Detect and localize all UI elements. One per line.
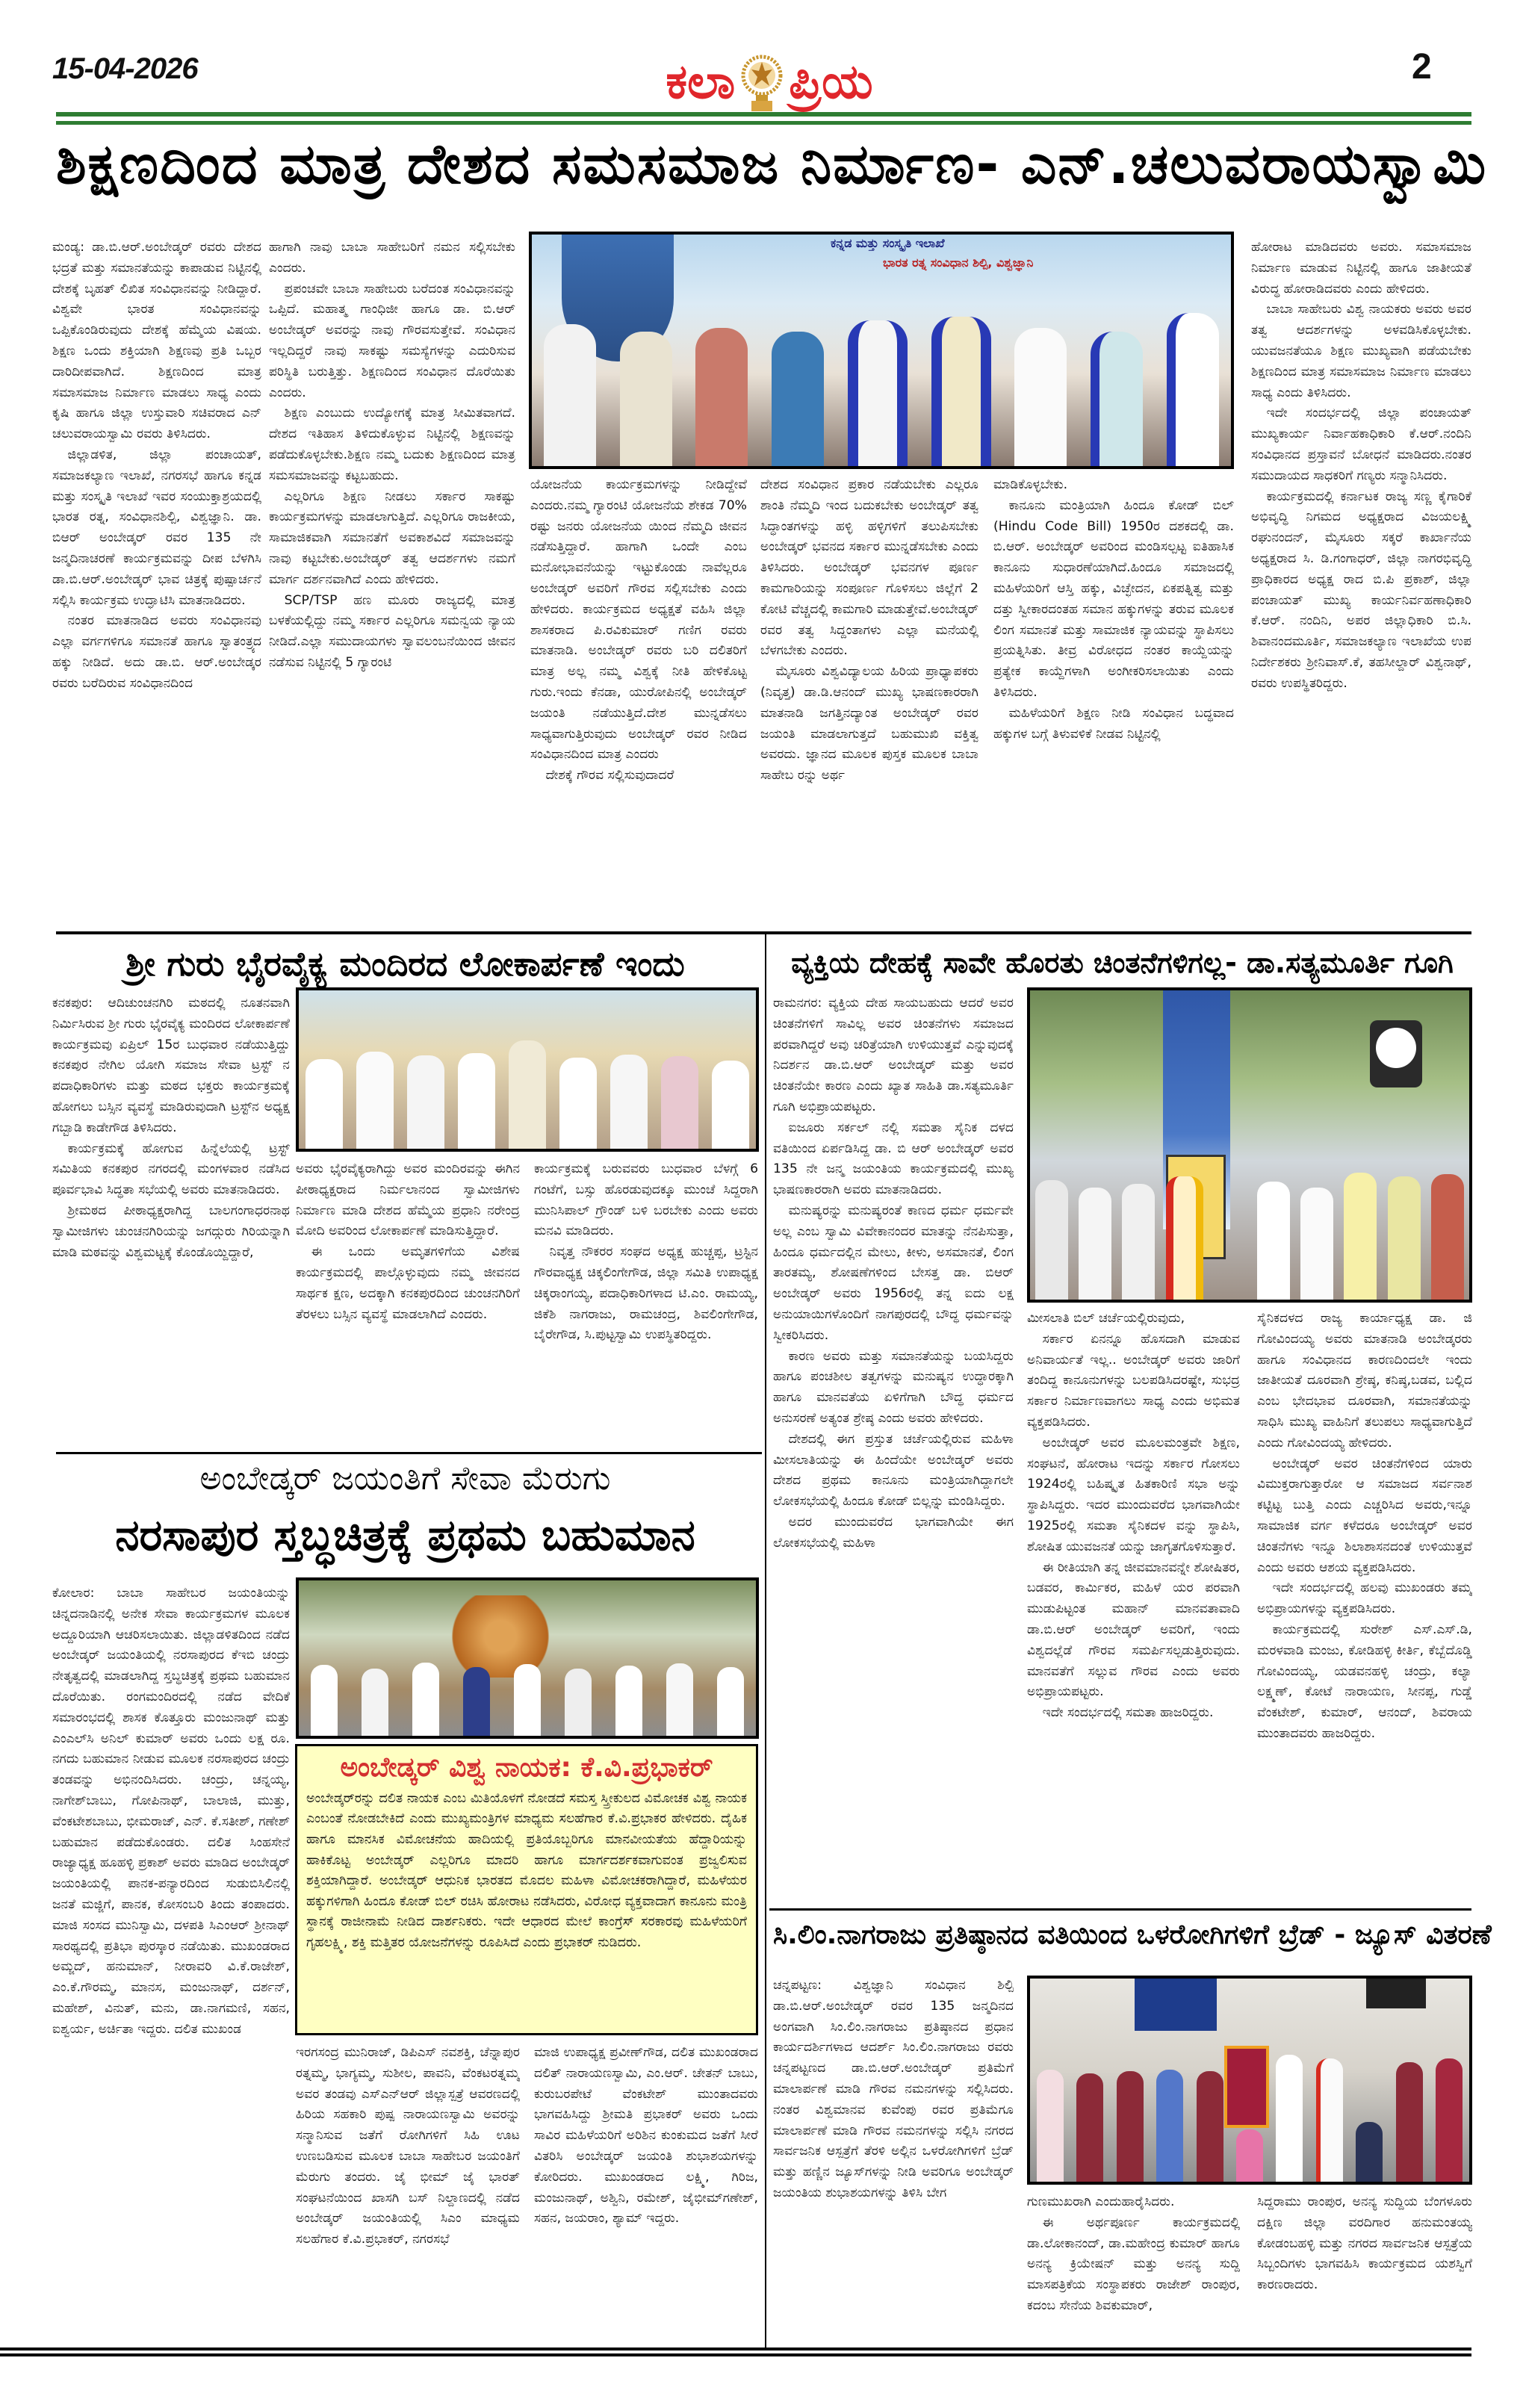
article-paragraph: ಎಲ್ಲರಿಗೂ ಶಿಕ್ಷಣ ನೀಡಲು ಸರ್ಕಾರ ಸಾಕಷ್ಟು ಕಾರ್ಯಕ್ರಮಗಳನ್ನು ಮಾಡಲಾಗುತ್ತಿದೆ. ಎಲ್ಲರಿಗೂ ರಾಜಕೀಯ, ಸಾಮಾಜಿಕವಾಗಿ ಸಮಾನತೆಗೆ ಅವಕಾಶವಿದೆ ಸಮಾಜವನ್ನು ನಾವು ಕಟ್ಟಬೇಕು.ಅಂಬೇಡ್ಕರ್ ತತ್ವ ಆದರ್ಶಗಳು ನಮಗೆ ಮಾರ್ಗ ದರ್ಶನವಾಗಿದೆ ಎಂದು ಹೇಳಿದರು.: [269, 488, 515, 587]
article-paragraph: ಕನಕಪುರ: ಆದಿಚುಂಚನಗಿರಿ ಮಠದಲ್ಲಿ ನೂತನವಾಗಿ ನಿರ್ಮಿಸಿರುವ ಶ್ರೀ ಗುರು ಭೈರವೈಕ್ಯ ಮಂದಿರದ ಲೋಕಾರ್ಪಣೆ ಕಾರ್ಯಕ್ರಮವು ಏಪ್ರಿಲ್ 15ರ ಬುಧವಾರ ನಡೆಯುತ್ತಿದ್ದು ಕನಕಪುರ ನೇಗಿಲ ಯೋಗಿ ಸಮಾಜ ಸೇವಾ ಟ್ರಸ್ಟ್ ನ ಪದಾಧಿಕಾರಿಗಳು ಮತ್ತು ಮಠದ ಭಕ್ತರು ಕಾರ್ಯಕ್ರಮಕ್ಕೆ ಹೋಗಲು ಬಸ್ಸಿನ ವ್ಯವಸ್ಥೆ ಮಾಡಿರುವುದಾಗಿ ಟ್ರಸ್ಟ್‌ನ ಅಧ್ಯಕ್ಷ ಗಬ್ಬಾಡಿ ಕಾಡೇಗೌಡ ತಿಳಿಸಿದರು.: [52, 996, 290, 1135]
lead-column-6: [1251, 238, 1471, 928]
logo-text-right: ಪ್ರಿಯ: [789, 55, 873, 110]
nagaraju-column-2: [1027, 2192, 1240, 2342]
lead-photo[interactable]: [529, 232, 1234, 469]
footer-rule-bottom: [0, 2353, 1471, 2356]
article-paragraph: ದೇಶದಲ್ಲಿ ಈಗ ಪ್ರಸ್ತುತ ಚರ್ಚೆಯಲ್ಲಿರುವ ಮಹಿಳಾ ಮೀಸಲಾತಿಯನ್ನು ಈ ಹಿಂದೆಯೇ ಅಂಬೇಡ್ಕರ್ ಅವರು ದೇಶದ ಪ್ರಥಮ ಕಾನೂನು ಮಂತ್ರಿಯಾಗಿದ್ದಾಗಲೇ ಲೋಕಸಭೆಯಲ್ಲಿ ಹಿಂದೂ ಕೋಡ್ ಬಿಲ್ಲನ್ನು ಮಂಡಿಸಿದ್ದರು.: [773, 1431, 1014, 1509]
article-paragraph: ಶಿಕ್ಷಣ ಎಂಬುದು ಉದ್ಯೋಗಕ್ಕೆ ಮಾತ್ರ ಸೀಮಿತವಾಗದೆ. ದೇಶದ ಇತಿಹಾಸ ತಿಳಿದುಕೊಳ್ಳುವ ನಿಟ್ಟಿನಲ್ಲಿ ಶಿಕ್ಷಣವನ್ನು ಪಡೆದುಕೊಳ್ಳಬೇಕು.ಶಿಕ್ಷಣ ನಮ್ಮ ಬದುಕು ಶಿಕ್ಷಣದಿಂದ ಮಾತ್ರ ಸಮಸಮಾಜವನ್ನು ಕಟ್ಟಬಹುದು.: [269, 406, 515, 483]
tv-screen: [1366, 1979, 1426, 2008]
article-paragraph: ದೇಶದ ಸಂವಿಧಾನ ಪ್ರಕಾರ ನಡೆಯಬೇಕು ಎಲ್ಲರೂ ಶಾಂತಿ ನೆಮ್ಮದಿ ಇಂದ ಬದುಕಬೇಕು ಅಂಬೇಡ್ಕರ್ ತತ್ವ ಸಿದ್ಧಾಂತಗಳನ್ನು ಹಳ್ಳಿ ಹಳ್ಳಿಗಳಿಗೆ ತಲುಪಿಸಬೇಕು ಅಂಬೇಡ್ಕರ್ ಭವನದ ಸರ್ಕಾರ ಮುನ್ನಡೆಸಬೇಕು ಎಂದು ತಿಳಿಸಿದರು. ಅಂಬೇಡ್ಕರ್ ಭವನಗಳ ಪೂರ್ಣ ಕಾಮಗಾರಿಯನ್ನು ಸಂಪೂರ್ಣ ಗೊಳಿಸಲು ಜಿಲ್ಲೆಗೆ 2 ಕೋಟಿ ವೆಚ್ಚದಲ್ಲಿ ಕಾಮಗಾರಿ ಮಾಡುತ್ತೇವೆ.ಅಂಬೇಡ್ಕರ್ ರವರ ತತ್ವ ಸಿದ್ದಂತಾಗಳು ಎಲ್ಲಾ ಮನೆಯಲ್ಲಿ ಬೆಳಗಬೇಕು ಎಂದರು.: [760, 477, 978, 659]
page-number: 2: [1412, 47, 1432, 87]
satyamurthy-photo[interactable]: [1027, 987, 1472, 1303]
bhairavaikya-column-3: [534, 1159, 758, 1447]
masthead-rule-top: [56, 112, 1471, 117]
article-paragraph: ಕಾನೂನು ಮಂತ್ರಿಯಾಗಿ ಹಿಂದೂ ಕೋಡ್ ಬಿಲ್ (Hindu Code Bill) 1950ರ ದಶಕದಲ್ಲಿ ಡಾ. ಬಿ.ಆರ್. ಅಂಬೇಡ್ಕರ್ ಅವರಿಂದ ಮಂಡಿಸಲ್ಪಟ್ಟ ಐತಿಹಾಸಿಕ ಕಾನೂನು ಸುಧಾರಣೆಯಾಗಿದೆ.ಹಿಂದೂ ಸಮಾಜದಲ್ಲಿ ಮಹಿಳೆಯರಿಗೆ ಆಸ್ತಿ ಹಕ್ಕು, ವಿಚ್ಛೇದನ, ಏಕಪತ್ನಿತ್ವ ಮತ್ತು ದತ್ತು ಸ್ವೀಕಾರದಂತಹ ಸಮಾನ ಹಕ್ಕುಗಳನ್ನು ತರುವ ಮೂಲಕ ಲಿಂಗ ಸಮಾನತೆ ಮತ್ತು ಸಾಮಾಜಿಕ ನ್ಯಾಯವನ್ನು ಸ್ಥಾಪಿಸಲು ಪ್ರಯತ್ನಿಸಿತು. ತೀವ್ರ ವಿರೋಧದ ನಂತರ ಕಾಯ್ದೆಯನ್ನು ಪ್ರತ್ಯೇಕ ಕಾಯ್ದೆಗಳಾಗಿ ಅಂಗೀಕರಿಸಲಾಯಿತು ಎಂದು ತಿಳಿಸಿದರು.: [993, 497, 1234, 700]
column-divider: [765, 934, 766, 2350]
photo-banner-text-1: ಕನ್ನಡ ಮತ್ತು ಸಂಸ್ಕೃತಿ ಇಲಾಖೆ: [831, 236, 945, 250]
article-paragraph: ಅಂಬೇಡ್ಕರ್ ಅವರ ಮೂಲಮಂತ್ರವೇ ಶಿಕ್ಷಣ, ಸಂಘಟನೆ, ಹೋರಾಟ ಇದನ್ನು ಸರ್ಕಾರ ಗೋಸಲು 1924ರಲ್ಲಿ ಬಹಿಷ್ಕೃತ ಹಿತಕಾರಿಣಿ ಸಭಾ ಅನ್ನು ಸ್ಥಾಪಿಸಿದ್ದರು. ಇದರ ಮುಂದುವರೆದ ಭಾಗವಾಗಿಯೇ 1925ರಲ್ಲಿ ಸಮತಾ ಸೈನಿಕದಳ ವನ್ನು ಸ್ಥಾಪಿಸಿ, ಶೋಷಿತ ಯುವಜನತೆ ಯನ್ನು ಜಾಗೃತಗೊಳಿಸುತ್ತಾರೆ.: [1027, 1435, 1240, 1554]
article-paragraph: ಮಾಜಿ ಉಪಾಧ್ಯಕ್ಷ ಪ್ರವೀಣ್‌ಗೌಡ, ದಲಿತ ಮುಖಂಡರಾದ ದಲಿತ್ ನಾರಾಯಣಸ್ವಾಮಿ, ಎಂ.ಆರ್. ಚೇತನ್ ಬಾಬು, ಕುರುಬರಪೇಟೆ ವೆಂಕಟೇಶ್ ಮುಂತಾದವರು ಭಾಗವಹಿಸಿದ್ದು ಶ್ರೀಮತಿ ಪ್ರಭಾಕರ್ ಅವರು ಒಂದು ಸಾವಿರ ಮಹಿಳೆಯರಿಗೆ ಅರಿಶಿನ ಕುಂಕುಮದ ಜತೆಗೆ ಸೀರೆ ವಿತರಿಸಿ ಅಂಬೇಡ್ಕರ್ ಜಯಂತಿ ಶುಭಾಶಯಗಳನ್ನು ಕೋರಿದರು. ಮುಖಂಡರಾದ ಲಕ್ಷ್ಮಿ, ಗಿರಿಜ, ಮಂಜುನಾಥ್, ಅಶ್ವಿನಿ, ರಮೇಶ್, ಜೈಭೀಮ್‌ಗಣೇಶ್, ಸಹನ, ಜಯರಾಂ, ಶ್ಯಾಮ್ ಇದ್ದರು.: [534, 2045, 758, 2227]
narasapura-column-1: [52, 1583, 290, 2338]
nataraja-icon: [739, 49, 784, 116]
article-paragraph: ಸರ್ಕಾರ ಏನನ್ನೂ ಹೊಸದಾಗಿ ಮಾಡುವ ಅನಿವಾರ್ಯತೆ ಇಲ್ಲ.. ಅಂಬೇಡ್ಕರ್ ಅವರು ಜಾರಿಗೆ ತಂದಿದ್ದ ಕಾನೂನುಗಳನ್ನು ಬಲಪಡಿಸಿದರಷ್ಟೇ, ಸುಭದ್ರ ಸರ್ಕಾರ ನಿರ್ಮಾಣವಾಗಲು ಸಾಧ್ಯ ಎಂದು ಅಭಿಮತ ವ್ಯಕ್ತಪಡಿಸಿದರು.: [1027, 1331, 1240, 1430]
article-paragraph: ಈ ಒಂದು ಅಮೃತಗಳಿಗೆಯ ವಿಶೇಷ ಕಾರ್ಯಕ್ರಮದಲ್ಲಿ ಪಾಲ್ಗೊಳ್ಳುವುದು ನಮ್ಮ ಜೀವನದ ಸಾರ್ಥಕ ಕ್ಷಣ, ಅದಕ್ಕಾಗಿ ಕನಕಪುರದಿಂದ ಚುಂಚನಗಿರಿಗೆ ತೆರಳಲು ಬಸ್ಸಿನ ವ್ಯವಸ್ಥೆ ಮಾಡಲಾಗಿದೆ ಎಂದರು.: [296, 1244, 520, 1322]
article-paragraph: ನಿವೃತ್ತ ನೌಕರರ ಸಂಘದ ಅಧ್ಯಕ್ಷ ಹುಚ್ಚಪ್ಪ, ಟ್ರಸ್ಟಿನ ಗೌರವಾಧ್ಯಕ್ಷ ಚಿಕ್ಕಲಿಂಗೇಗೌಡ, ಜಿಲ್ಲಾ ಸಮಿತಿ ಉಪಾಧ್ಯಕ್ಷ ಚಿಕ್ಕರಾಂಗಯ್ಯ, ಪದಾಧಿಕಾರಿಗಳಾದ ಟಿ.ಎಂ. ರಾಮಯ್ಯ, ಜಿಕೆಶಿ ನಾಗರಾಜು, ರಾಮಚಂದ್ರ, ಶಿವಲಿಂಗೇಗೌಡ, ಬೈರೇಗೌಡ, ಸಿ.ಪುಟ್ಟಸ್ವಾಮಿ ಉಪಸ್ಥಿತರಿದ್ದರು.: [534, 1244, 758, 1343]
article-paragraph: ಚನ್ನಪಟ್ಟಣ: ವಿಶ್ವಜ್ಞಾನಿ ಸಂವಿಧಾನ ಶಿಲ್ಪಿ ಡಾ.ಬಿ.ಆರ್.ಅಂಬೇಡ್ಕರ್ ರವರ 135 ಜನ್ಮದಿನದ ಅಂಗವಾಗಿ ಸಿಂ.ಲಿಂ.ನಾಗರಾಜು ಪ್ರತಿಷ್ಠಾನದ ಪ್ರಧಾನ ಕಾರ್ಯದರ್ಶಿಗಳಾದ ಆದರ್ಶ್ ಸಿಂ.ಲಿಂ.ನಾಗರಾಜು ರವರು ಚನ್ನಪಟ್ಟಣದ ಡಾ.ಬಿ.ಆರ್.ಅಂಬೇಡ್ಕರ್ ಪ್ರತಿಮೆಗೆ ಮಾಲಾರ್ಪಣೆ ಮಾಡಿ ಗೌರವ ನಮನಗಳನ್ನು ಸಲ್ಲಿಸಿದರು. ನಂತರ ವಿಶ್ವಮಾನವ ಕುವೆಂಪು ರವರ ಪ್ರತಿಮೆಗೂ ಮಾಲಾರ್ಪಣೆ ಮಾಡಿ ಗೌರವ ನಮನಗಳನ್ನು ಸಲ್ಲಿಸಿ ನಗರದ ಸಾರ್ವಜನಿಕ ಆಸ್ಪತ್ರೆಗೆ ತೆರಳಿ ಅಲ್ಲಿನ ಒಳರೋಗಿಗಳಿಗೆ ಬ್ರೆಡ್ ಮತ್ತು ಹಣ್ಣಿನ ಜ್ಯೂಸ್‌ಗಳನ್ನು ನೀಡಿ ಅವರಿಗೂ ಅಂಬೇಡ್ಕರ್ ಜಯಂತಿಯ ಶುಭಾಶಯಗಳನ್ನು ತಿಳಿಸಿ ಬೇಗ: [773, 1978, 1014, 2200]
lead-headline[interactable]: ಶಿಕ್ಷಣದಿಂದ ಮಾತ್ರ ದೇಶದ ಸಮಸಮಾಜ ನಿರ್ಮಾಣ- ಎನ್.ಚಲುವರಾಯಸ್ವಾಮಿ: [56, 132, 1488, 196]
satyamurthy-column-1: [773, 993, 1014, 1897]
article-paragraph: ಪ್ರಪಂಚವೇ ಬಾಬಾ ಸಾಹೇಬರು ಬರೆದಂತ ಸಂವಿಧಾನವನ್ನು ಒಪ್ಪಿದೆ. ಮಹಾತ್ಮ ಗಾಂಧಿಜೀ ಹಾಗೂ ಡಾ. ಬಿ.ಆರ್ ಅಂಬೇಡ್ಕರ್ ಅವರನ್ನು ನಾವು ಗೌರವಸುತ್ತೇವೆ. ಸಂವಿಧಾನ ಇಲ್ಲದಿದ್ದರೆ ನಾವು ಸಾಕಷ್ಟು ಸಮಸ್ಯೆಗಳನ್ನು ಎದುರಿಸುವ ಪರಿಸ್ಥಿತಿ ಬರುತ್ತಿತ್ತು. ಶಿಕ್ಷಣದಿಂದ ಸಂವಿಧಾನ ದೊರೆಯಿತು ಎಂದರು.: [269, 281, 515, 400]
article-paragraph: ಕಾರ್ಯಕ್ರಮದಲ್ಲಿ ಕರ್ನಾಟಕ ರಾಜ್ಯ ಸಣ್ಣ ಕೈಗಾರಿಕೆ ಅಭಿವೃದ್ಧಿ ನಿಗಮದ ಅಧ್ಯಕ್ಷರಾದ ವಿಜಯಲಕ್ಷ್ಮಿ ರಘುನಂದನ್, ಮೈಸೂರು ಸಕ್ಕರೆ ಕಾರ್ಖಾನೆಯ ಅಧ್ಯಕ್ಷರಾದ ಸಿ. ಡಿ.ಗಂಗಾಧರ್, ಜಿಲ್ಲಾ ನಾಗರಭಿವೃದ್ಧಿ ಪ್ರಾಧಿಕಾರದ ಅಧ್ಯಕ್ಷ ರಾದ ಬಿ.ಪಿ ಪ್ರಕಾಶ್, ಜಿಲ್ಲಾ ಪಂಚಾಯತ್ ಮುಖ್ಯ ಕಾರ್ಯನಿರ್ವಹಣಾಧಿಕಾರಿ ಕೆ.ಆರ್. ನಂದಿನಿ, ಅಪರ ಜಿಲ್ಲಾಧಿಕಾರಿ ಬಿ.ಸಿ. ಶಿವಾನಂದಮೂರ್ತಿ, ಸಮಾಜಕಲ್ಯಾಣ ಇಲಾಖೆಯ ಉಪ ನಿರ್ದೇಶಕರು ಶ್ರೀನಿವಾಸ್.ಕೆ, ತಹಸೀಲ್ದಾರ್ ವಿಶ್ವನಾಥ್, ರವರು ಉಪಸ್ಥಿತರಿದ್ದರು.: [1251, 488, 1471, 691]
narasapura-photo[interactable]: [296, 1577, 759, 1739]
photo-people-group: [1030, 2047, 1469, 2182]
article-paragraph: ರಾಮನಗರ: ವ್ಯಕ್ತಿಯ ದೇಹ ಸಾಯಬಹುದು ಆದರೆ ಅವರ ಚಿಂತನೆಗಳಿಗೆ ಸಾವಿಲ್ಲ ಅವರ ಚಿಂತನೆಗಳು ಸಮಾಜದ ಪರವಾಗಿದ್ದರೆ ಅವು ಚರಿತ್ರೆಯಾಗಿ ಉಳಿಯುತ್ತವೆ ಎನ್ನುವುದಕ್ಕೆ ನಿದರ್ಶನ ಡಾ.ಬಿ.ಆರ್ ಅಂಬೇಡ್ಕರ್ ಮತ್ತು ಅವರ ಚಿಂತನೆಯೇ ಕಾರಣ ಎಂದು ಖ್ಯಾತ ಸಾಹಿತಿ ಡಾ.ಸತ್ಯಮೂರ್ತಿ ಗೂಗಿ ಅಭಿಪ್ರಾಯಪಟ್ಟರು.: [773, 996, 1014, 1114]
nagaraju-column-3: [1257, 2192, 1472, 2342]
logo-text-left: ಕಲಾ: [666, 55, 736, 110]
article-paragraph: ಈ ರೀತಿಯಾಗಿ ತನ್ನ ಜೀವಮಾನವನ್ನೇ ಶೋಷಿತರ, ಬಡವರ, ಕಾರ್ಮಿಕರ, ಮಹಿಳೆ ಯರ ಪರವಾಗಿ ಮುಡುಪಿಟ್ಟಂತ ಮಹಾನ್ ಮಾನವತಾವಾದಿ ಡಾ.ಬಿ.ಆರ್ ಅಂಬೇಡ್ಕರ್ ಅವರಿಗೆ, ಇಂದು ವಿಶ್ವದಲ್ಲೆಡೆ ಗೌರವ ಸಮರ್ಪಿಸಲ್ಪಡುತ್ತಿರುವುದು. ಮಾನವತೆಗೆ ಸಲ್ಲುವ ಗೌರವ ಎಂದು ಅವರು ಅಭಿಪ್ರಾಯಪಟ್ಟರು.: [1027, 1560, 1240, 1700]
bhairavaikya-column-2: [296, 1159, 520, 1447]
nagaraju-column-1: [773, 1976, 1014, 2342]
article-paragraph: ಐಜೂರು ಸರ್ಕಲ್ ನಲ್ಲಿ ಸಮತಾ ಸೈನಿಕ ದಳದ ವತಿಯಿಂದ ಏರ್ಪಡಿಸಿದ್ದ ಡಾ. ಬಿ ಆರ್ ಅಂಬೇಡ್ಕರ್ ಅವರ 135 ನೇ ಜನ್ಮ ಜಯಂತಿಯ ಕಾರ್ಯಕ್ರಮದಲ್ಲಿ ಮುಖ್ಯ ಭಾಷಣಕಾರರಾಗಿ ಅವರು ಮಾತನಾಡಿದರು.: [773, 1120, 1014, 1198]
photo-people-group: [299, 1654, 756, 1736]
clock-tower: [1370, 1020, 1422, 1087]
article-paragraph: ಮಹಿಳೆಯರಿಗೆ ಶಿಕ್ಷಣ ನೀಡಿ ಸಂವಿಧಾನ ಬದ್ಧವಾದ ಹಕ್ಕುಗಳ ಬಗ್ಗೆ ತಿಳುವಳಿಕೆ ನೀಡವ ನಿಟ್ಟಿನಲ್ಲಿ: [993, 705, 1234, 742]
prabhakar-box: [295, 1744, 758, 2035]
article-paragraph: ಮನುಷ್ಯರನ್ನು ಮನುಷ್ಯರಂತೆ ಕಾಣದ ಧರ್ಮ ಧರ್ಮವೇ ಅಲ್ಲ ಎಂಬ ಸ್ವಾಮಿ ವಿವೇಕಾನಂದರ ಮಾತನ್ನು ನೆನಪಿಸುತ್ತಾ, ಹಿಂದೂ ಧರ್ಮದಲ್ಲಿನ ಮೇಲು, ಕೀಳು, ಅಸಮಾನತೆ, ಲಿಂಗ ತಾರತಮ್ಯ, ಶೋಷಣೆಗಳಿಂದ ಬೇಸತ್ತ ಡಾ. ಬಿಆರ್ ಅಂಬೇಡ್ಕರ್ ಅವರು 1956ರಲ್ಲಿ ತನ್ನ ಐದು ಲಕ್ಷ ಅನುಯಾಯಿಗಳೊಂದಿಗೆ ನಾಗಪುರದಲ್ಲಿ ಬೌದ್ಧ ಧರ್ಮವನ್ನು ಸ್ವೀಕರಿಸಿದರು.: [773, 1203, 1014, 1343]
article-paragraph: ಇದೇ ಸಂದರ್ಭದಲ್ಲಿ ಹಲವು ಮುಖಂಡರು ತಮ್ಮ ಅಭಿಪ್ರಾಯಗಳನ್ನು ವ್ಯಕ್ತಪಡಿಸಿದರು.: [1257, 1580, 1472, 1617]
article-paragraph: ಹಾಗಾಗಿ ನಾವು ಬಾಬಾ ಸಾಹೇಬರಿಗೆ ನಮನ ಸಲ್ಲಿಸಬೇಕು ಎಂದರು.: [269, 240, 515, 276]
clock-icon: [1376, 1028, 1416, 1068]
narasapura-column-2: [296, 2043, 520, 2338]
article-paragraph: ಈ ಅರ್ಥಪೂರ್ಣ ಕಾರ್ಯಕ್ರಮದಲ್ಲಿ ಡಾ.ಲೋಕಾನಂದ್, ಡಾ.ಮಹೇಂದ್ರ ಕುಮಾರ್ ಹಾಗೂ ಅನನ್ಯ ಕ್ರಿಯೇಷನ್ ಮತ್ತು ಅನನ್ಯ ಸುದ್ದಿ ಮಾಸಪತ್ರಿಕೆಯ ಸಂಸ್ಥಾಪಕರು ರಾಜೇಶ್ ರಾಂಪುರ, ಕದಂಬ ಸೇನೆಯ ಶಿವಕುಮಾರ್,: [1027, 2215, 1240, 2313]
prabhakar-box-text: ಅಂಬೇಡ್ಕರ್‌ರನ್ನು ದಲಿತ ನಾಯಕ ಎಂಬ ಮಿತಿಯೊಳಗೆ ನೋಡದೆ ಸಮಸ್ತ ಸ್ತ್ರೀಕುಲದ ವಿಮೋಚಕ ವಿಶ್ವ ನಾಯಕ ಎಂಬಂತೆ ನೋಡಬೇಕಿದೆ ಎಂದು ಮುಖ್ಯಮಂತ್ರಿಗಳ ಮಾಧ್ಯಮ ಸಲಹೆಗಾರ ಕೆ.ವಿ.ಪ್ರಭಾಕರ ಹೇಳಿದರು. ದೈಹಿಕ ಹಾಗೂ ಮಾನಸಿಕ ವಿಮೋಚನೆಯ ಹಾದಿಯಲ್ಲಿ ಪ್ರತಿಯೊಬ್ಬರಿಗೂ ಮಾನವೀಯತೆಯ ಹೆದ್ದಾರಿಯನ್ನು ಹಾಕಿಕೊಟ್ಟ ಅಂಬೇಡ್ಕರ್ ಎಲ್ಲರಿಗೂ ಮಾದರಿ ಹಾಗೂ ಮಾರ್ಗದರ್ಶಕವಾಗುವಂತ ಪ್ರಜ್ವಲಿಸುವ ಶಕ್ತಿಯಾಗಿದ್ದಾರೆ. ಅಂಬೇಡ್ಕರ್ ಆಧುನಿಕ ಭಾರತದ ಮೊದಲ ಮಹಿಳಾ ವಿಮೋಚಕರಾಗಿದ್ದಾರೆ, ಮಹಿಳೆಯರ ಹಕ್ಕುಗಳಿಗಾಗಿ ಹಿಂದೂ ಕೋಡ್ ಬಿಲ್ ರಚಿಸಿ ಹೋರಾಟ ನಡೆಸಿದರು, ವಿರೋಧ ವ್ಯಕ್ತವಾದಾಗ ಕಾನೂನು ಮಂತ್ರಿ ಸ್ಥಾನಕ್ಕೆ ರಾಜೀನಾಮೆ ನೀಡಿದ ದಾರ್ಶನಿಕರು. ಇದೇ ಆಧಾರದ ಮೇಲೆ ಕಾಂಗ್ರೆಸ್ ಸರಕಾರವು ಮಹಿಳೆಯರಿಗೆ ಗೃಹಲಕ್ಷ್ಮಿ, ಶಕ್ತಿ ಮತ್ತಿತರ ಯೋಜನೆಗಳನ್ನು ರೂಪಿಸಿದೆ ಎಂದು ಪ್ರಭಾಕರ್ ನುಡಿದರು.: [306, 1790, 747, 1950]
article-paragraph: ಜಿಲ್ಲಾಡಳಿತ, ಜಿಲ್ಲಾ ಪಂಚಾಯತ್, ಸಮಾಜಕಲ್ಯಾಣ ಇಲಾಖೆ, ನಗರಸಭೆ ಹಾಗೂ ಕನ್ನಡ ಮತ್ತು ಸಂಸ್ಕೃತಿ ಇಲಾಖೆ ಇವರ ಸಂಯುಕ್ತಾಶ್ರಯದಲ್ಲಿ ಭಾರತ ರತ್ನ, ಸಂವಿಧಾನಶಿಲ್ಪಿ, ವಿಶ್ವಜ್ಞಾನಿ. ಡಾ. ಬಿಆರ್ ಅಂಬೇಡ್ಕರ್ ರವರ 135 ನೇ ಜನ್ಮದಿನಾಚರಣೆ ಕಾರ್ಯಕ್ರಮವನ್ನು ದೀಪ ಬೆಳಗಿಸಿ ಡಾ.ಬಿ.ಆರ್.ಅಂಬೇಡ್ಕರ್ ಭಾವ ಚಿತ್ರಕ್ಕೆ ಪುಷ್ಪಾರ್ಚನೆ ಸಲ್ಲಿಸಿ ಕಾರ್ಯಕ್ರಮ ಉದ್ಘಾಟಿಸಿ ಮಾತನಾಡಿದರು.: [52, 447, 261, 608]
lead-column-5: [993, 475, 1234, 928]
footer-rule-top: [0, 2348, 1471, 2350]
article-paragraph: ಯೋಜನೆಯ ಕಾರ್ಯಕ್ರಮಗಳನ್ನು ನೀಡಿದ್ದೇವೆ ಎಂದರು.ನಮ್ಮ ಗ್ಯಾರಂಟಿ ಯೋಜನೆಯ ಶೇಕಡ 70% ರಷ್ಟು ಜನರು ಯೋಜನೆಯ ಯಿಂದ ನೆಮ್ಮದಿ ಜೀವನ ನಡೆಸುತ್ತಿದ್ದಾರೆ. ಹಾಗಾಗಿ ಒಂದೇ ಎಂಬ ಮನೋಭಾವನೆಯನ್ನು ಇಟ್ಟುಕೊಂಡು ನಾವೆಲ್ಲರೂ ಅಂಬೇಡ್ಕರ್ ಅವರಿಗೆ ಗೌರವ ಸಲ್ಲಿಸಬೇಕು ಎಂದು ಹೇಳಿದರು. ಕಾರ್ಯಕ್ರಮದ ಅಧ್ಯಕ್ಷತೆ ವಹಿಸಿ ಜಿಲ್ಲಾ ಶಾಸಕರಾದ ಪಿ.ರವಿಕುಮಾರ್ ಗಣಿಗ ರವರು ಮಾತನಾಡಿ. ಅಂಬೇಡ್ಕರ್ ರವರು ಬರಿ ದಲಿತರಿಗೆ ಮಾತ್ರ ಅಲ್ಲ ನಮ್ಮ ವಿಶ್ವಕ್ಕೆ ನೀತಿ ಹೇಳಿಕೊಟ್ಟ ಗುರು.ಇಂದು ಕೆನಡಾ, ಯುರೋಪಿನಲ್ಲಿ ಅಂಬೇಡ್ಕರ್ ಜಯಂತಿ ನಡೆಯುತ್ತಿದೆ.ದೇಶ ಮುನ್ನಡೆಸಲು ಸಾಧ್ಯವಾಗುತ್ತಿರುವುದು ಅಂಬೇಡ್ಕರ್ ರವರ ನೀಡಿದ ಸಂವಿಧಾನದಿಂದ ಮಾತ್ರ ಎಂದರು: [530, 477, 747, 763]
article-paragraph: ಮೀಸಲಾತಿ ಬಿಲ್ ಚರ್ಚೆಯಲ್ಲಿರುವುದು,: [1027, 1311, 1185, 1326]
photo-people-group: [532, 317, 1231, 466]
narasapura-column-3: [534, 2043, 758, 2338]
article-paragraph: ಅದರ ಮುಂದುವರೆದ ಭಾಗವಾಗಿಯೇ ಈಗ ಲೋಕಸಭೆಯಲ್ಲಿ ಮಹಿಳಾ: [773, 1514, 1014, 1551]
bhairavaikya-headline[interactable]: ಶ್ರೀ ಗುರು ಭೈರವೈಕ್ಯ ಮಂದಿರದ ಲೋಕಾರ್ಪಣೆ ಇಂದು: [125, 944, 685, 984]
section-divider: [769, 1908, 1471, 1911]
bhairavaikya-column-1: [52, 993, 290, 1449]
article-paragraph: ಕಾರ್ಯಕ್ರಮಕ್ಕೆ ಹೋಗುವ ಹಿನ್ನೆಲೆಯಲ್ಲಿ ಟ್ರಸ್ಟ್ ಸಮಿತಿಯ ಕನಕಪುರ ನಗರದಲ್ಲಿ ಮಂಗಳವಾರ ನಡೆಸಿದ ಪೂರ್ವಭಾವಿ ಸಿದ್ಧತಾ ಸಭೆಯಲ್ಲಿ ಅವರು ಮಾತನಾಡಿದರು.: [52, 1141, 290, 1198]
article-paragraph: ಕಾರ್ಯಕ್ರಮದಲ್ಲಿ ಸುರೇಶ್ ಎಸ್.ಎಸ್.ಡಿ, ಮರಳವಾಡಿ ಮಂಜು, ಕೋಡಿಹಳ್ಳಿ ಕೀರ್ತಿ, ಕೆಬ್ಬೆದೊಡ್ಡಿ ಗೋವಿಂದಯ್ಯ, ಯಡವನಹಳ್ಳಿ ಚಂದ್ರು, ಕಲ್ಯಾ ಲಕ್ಷ್ಮಣ್, ಕೋಟೆ ನಾರಾಯಣ, ಸೀನಪ್ಪ, ಗುಡ್ಡೆ ವೆಂಕಟೇಶ್, ಕುಮಾರ್, ಆನಂದ್, ಶಿವರಾಯ ಮುಂತಾದವರು ಹಾಜರಿದ್ದರು.: [1257, 1622, 1472, 1741]
satyamurthy-column-3: [1257, 1309, 1472, 1899]
article-paragraph: ಸೈನಿಕದಳದ ರಾಜ್ಯ ಕಾರ್ಯಾಧ್ಯಕ್ಷ ಡಾ. ಜಿ ಗೋವಿಂದಯ್ಯ ಅವರು ಮಾತನಾಡಿ ಅಂಬೇಡ್ಕರರು ಹಾಗೂ ಸಂವಿಧಾನದ ಕಾರಣದಿಂದಲೇ ಇಂದು ಜಾತೀಯತೆ ದೂರವಾಗಿ ಶ್ರೇಷ್ಠ, ಕನಿಷ್ಠ,ಬಡವ, ಬಲ್ಲಿದ ಎಂಬ ಭೇದಭಾವ ದೂರವಾಗಿ, ಸಮಾನತೆಯನ್ನು ಸಾಧಿಸಿ ಮುಖ್ಯ ವಾಹಿನಿಗೆ ತಲುಪಲು ಸಾಧ್ಯವಾಗುತ್ತಿದೆ ಎಂದು ಗೋವಿಂದಯ್ಯ ಹೇಳಿದರು.: [1257, 1311, 1472, 1450]
hospital-notice-board: [1135, 1979, 1217, 2031]
bhairavaikya-photo[interactable]: [296, 987, 759, 1152]
article-paragraph: ಗುಣಮುಖರಾಗಿ ಎಂದುಹಾರೈಸಿದರು.: [1027, 2194, 1175, 2209]
photo-people-group: [1030, 1165, 1469, 1300]
article-paragraph: ಮೈಸೂರು ವಿಶ್ವವಿದ್ಯಾಲಯ ಹಿರಿಯ ಪ್ರಾಧ್ಯಾಪಕರು (ನಿವೃತ್ತ) ಡಾ.ಡಿ.ಆನಂದ್ ಮುಖ್ಯ ಭಾಷಣಕಾರರಾಗಿ ಮಾತನಾಡಿ ಜಗತ್ತಿನದ್ಯಾಂತ ಅಂಬೇಡ್ಕರ್ ರವರ ಜಯಂತಿ ಮಾಡಲಾಗುತ್ತದೆ ಬಹುಮುಖಿ ವಕ್ತಿತ್ವ ಅವರದು. ಜ್ಞಾನದ ಮೂಲಕ ಪುಸ್ತಕ ಮೂಲಕ ಬಾಬಾ ಸಾಹೇಬ ರನ್ನು ಅರ್ಥ: [760, 664, 978, 783]
article-paragraph: ಮಾಡಿಕೊಳ್ಳಬೇಕು.: [993, 477, 1068, 492]
article-paragraph: ಇದೇ ಸಂದರ್ಭದಲ್ಲಿ ಜಿಲ್ಲಾ ಪಂಚಾಯತ್ ಮುಖ್ಯಕಾರ್ಯ ನಿರ್ವಾಹಕಾಧಿಕಾರಿ ಕೆ.ಆರ್.ನಂದಿನಿ ಸಂವಿಧಾನದ ಪ್ರಸ್ತಾವನೆ ಬೋಧನೆ ಮಾಡಿದರು.ನಂತರ ಸಮುದಾಯದ ಸಾಧಕರಿಗೆ ಗಣ್ಯರು ಸನ್ಮಾನಿಸಿದರು.: [1251, 406, 1471, 483]
narasapura-headline[interactable]: ನರಸಾಪುರ ಸ್ತಬ್ಧಚಿತ್ರಕ್ಕೆ ಪ್ರಥಮ ಬಹುಮಾನ: [115, 1509, 695, 1560]
article-paragraph: ಕಾರಣ ಅವರು ಮತ್ತು ಸಮಾನತೆಯನ್ನು ಬಯಸಿದ್ದರು ಹಾಗೂ ಪಂಚಶೀಲ ತತ್ವಗಳನ್ನು ಮನುಷ್ಯನ ಉದ್ಧಾರಕ್ಕಾಗಿ ಹಾಗೂ ಮಾನವತೆಯ ಏಳಿಗೆಗಾಗಿ ಬೌದ್ಧ ಧರ್ಮದ ಅನುಸರಣೆ ಅತ್ಯಂತ ಶ್ರೇಷ್ಠ ಎಂದು ಅವರು ಹೇಳಿದರು.: [773, 1348, 1014, 1426]
satyamurthy-column-2: [1027, 1309, 1240, 1899]
article-paragraph: ಶ್ರೀಮಠದ ಪೀಠಾಧ್ಯಕ್ಷರಾಗಿದ್ದ ಬಾಲಗಂಗಾಧರನಾಥ ಸ್ವಾಮೀಜಿಗಳು ಚುಂಚನಗಿರಿಯನ್ನು ಜಗದ್ಗುರು ಗಿರಿಯನ್ನಾಗಿ ಮಾಡಿ ಮಠವನ್ನು ವಿಶ್ವಮಟ್ಟಕ್ಕೆ ಕೊಂಡೊಯ್ದಿದ್ದಾರೆ,: [52, 1203, 290, 1260]
issue-date: 15-04-2026: [52, 52, 198, 85]
nagaraju-photo[interactable]: [1027, 1976, 1472, 2185]
nagaraju-headline[interactable]: ಸಿ.ಲಿಂ.ನಾಗರಾಜು ಪ್ರತಿಷ್ಠಾನದ ವತಿಯಿಂದ ಒಳರೋಗಿಗಳಿಗೆ ಬ್ರೆಡ್ - ಜ್ಯೂಸ್ ವಿತರಣೆ: [773, 1920, 1492, 1950]
narasapura-kicker[interactable]: ಅಂಬೇಡ್ಕರ್ ಜಯಂತಿಗೆ ಸೇವಾ ಮೆರುಗು: [199, 1459, 611, 1498]
masthead-rule-bottom: [56, 121, 1471, 125]
article-paragraph: ಅವರು ಭೈರವೈಕ್ಯರಾಗಿದ್ದು ಅವರ ಮಂದಿರವನ್ನು ಈಗಿನ ಪೀಠಾಧ್ಯಕ್ಷರಾದ ನಿರ್ಮಲಾನಂದ ಸ್ವಾಮೀಜಿಗಳು ನಿರ್ಮಾಣ ಮಾಡಿ ದೇಶದ ಹೆಮ್ಮೆಯ ಪ್ರಧಾನಿ ನರೇಂದ್ರ ಮೋದಿ ಅವರಿಂದ ಲೋಕಾರ್ಪಣೆ ಮಾಡಿಸುತ್ತಿದ್ದಾರೆ.: [296, 1161, 520, 1239]
article-paragraph: ಕೋಲಾರ: ಬಾಬಾ ಸಾಹೇಬರ ಜಯಂತಿಯನ್ನು ಚಿನ್ನದನಾಡಿನಲ್ಲಿ ಅನೇಕ ಸೇವಾ ಕಾರ್ಯಕ್ರಮಗಳ ಮೂಲಕ ಅದ್ದೂರಿಯಾಗಿ ಆಚರಿಸಲಾಯಿತು. ಜಿಲ್ಲಾಡಳಿತದಿಂದ ನಡೆದ ಅಂಬೇಡ್ಕರ್ ಜಯಂತಿಯಲ್ಲಿ ನರಸಾಪುರದ ಕೆಇಬಿ ಚಂದ್ರು ನೇತೃತ್ವದಲ್ಲಿ ಮಾಡಲಾಗಿದ್ದ ಸ್ತಬ್ಧಚಿತ್ರಕ್ಕೆ ಪ್ರಥಮ ಬಹುಮಾನ ದೊರೆಯಿತು. ರಂಗಮಂದಿರದಲ್ಲಿ ನಡೆದ ವೇದಿಕೆ ಸಮಾರಂಭದಲ್ಲಿ ಶಾಸಕ ಕೊತ್ತೂರು ಮಂಜುನಾಥ್ ಮತ್ತು ಎಂಎಲ್‌ಸಿ ಅನಿಲ್ ಕುಮಾರ್ ಅವರು ಒಂದು ಲಕ್ಷ ರೂ. ನಗದು ಬಹುಮಾನ ನೀಡುವ ಮೂಲಕ ನರಸಾಪುರದ ಚಂದ್ರು ತಂಡವನ್ನು ಅಭಿನಂದಿಸಿದರು. ಚಂದ್ರು, ಚನ್ನಯ್ಯ, ನಾಗೇಶ್‌ಬಾಬು, ಗೋಪಿನಾಥ್, ಬಾಲಾಜಿ, ಮುತ್ತು, ವೆಂಕಟೇಶಬಾಬು, ಭೀಮರಾಜ್, ಎನ್. ಕೆ.ಸತೀಶ್, ಗಣೇಶ್ ಬಹುಮಾನ ಪಡೆದುಕೊಂಡರು. ದಲಿತ ಸಿಂಹಸೇನೆ ರಾಜ್ಯಾಧ್ಯಕ್ಷ ಹೂಹಳ್ಳಿ ಪ್ರಕಾಶ್ ಅವರು ಮಾಡಿದ ಅಂಬೇಡ್ಕರ್ ಜಯಂತಿಯಲ್ಲಿ ಪಾನಕ-ಪನ್ಯಾರದಿಂದ ಸುಡುಬಿಸಿಲಿನಲ್ಲಿ ಜನತೆ ಮಜ್ಜಿಗೆ, ಪಾನಕ, ಕೋಸಂಬರಿ ತಿಂದು ತಂಪಾದರು. ಮಾಜಿ ಸಂಸದ ಮುನಿಸ್ವಾಮಿ, ದಳಪತಿ ಸಿಎಂಆರ್ ಶ್ರೀನಾಥ್ ಸಾರಥ್ಯದಲ್ಲಿ ಪ್ರತಿಭಾ ಪುರಸ್ಕಾರ ನಡೆಯಿತು. ಮುಖಂಡರಾದ ಅಮ್ಜದ್, ಹನುಮಾನ್, ನೀರಾವರಿ ವಿ.ಕೆ.ರಾಜೇಶ್, ಎಂ.ಕೆ.ಗೌರಮ್ಮ, ಮಾನಸ, ಮಂಜುನಾಥ್, ದರ್ಶನ್, ಮಹೇಶ್, ವಿನುತ್, ಮನು, ಡಾ.ನಾಗಮಣಿ, ಸಹನ, ಐಶ್ವರ್ಯ, ಅರ್ಚಿತಾ ಇದ್ದರು. ದಲಿತ ಮುಖಂಡ: [52, 1586, 290, 2037]
newspaper-logo[interactable]: [627, 45, 911, 120]
photo-people-group: [299, 1037, 756, 1149]
article-paragraph: ಅಂಬೇಡ್ಕರ್ ಅವರ ಚಿಂತನೆಗಳಿಂದ ಯಾರು ವಿಮುಕ್ತರಾಗುತ್ತಾರೋ ಆ ಸಮಾಜದ ಸರ್ವನಾಶ ಕಟ್ಟಿಟ್ಟ ಬುತ್ತಿ ಎಂದು ಎಚ್ಚರಿಸಿದ ಅವರು,ಇನ್ನೂ ಸಾಮಾಜಿಕ ವರ್ಗ ಕಳೆದರೂ ಅಂಬೇಡ್ಕರ್ ಅವರ ಚಿಂತನೆಗಳು ಇನ್ನೂ ಶಿಲಾಶಾಸನದಂತೆ ಉಳಿಯುತ್ತವೆ ಎಂದು ಅವರು ಆಶಯ ವ್ಯಕ್ತಪಡಿಸಿದರು.: [1257, 1456, 1472, 1575]
article-paragraph: ಮಂಡ್ಯ: ಡಾ.ಬಿ.ಆರ್.ಅಂಬೇಡ್ಕರ್ ರವರು ದೇಶದ ಭದ್ರತೆ ಮತ್ತು ಸಮಾನತೆಯನ್ನು ಕಾಪಾಡುವ ನಿಟ್ಟಿನಲ್ಲಿ ದೇಶಕ್ಕೆ ಬೃಹತ್ ಲಿಖಿತ ಸಂವಿಧಾನವನ್ನು ನೀಡಿದ್ದಾರೆ. ವಿಶ್ವವೇ ಭಾರತ ಸಂವಿಧಾನವನ್ನು ಒಪ್ಪಿಕೊಂಡಿರುವುದು ದೇಶಕ್ಕೆ ಹೆಮ್ಮೆಯ ವಿಷಯ. ಶಿಕ್ಷಣ ಒಂದು ಶಕ್ತಿಯಾಗಿ ಶಿಕ್ಷಣವು ಪ್ರತಿ ಒಬ್ಬರ ದಾರಿದೀಪವಾಗಿದೆ. ಶಿಕ್ಷಣದಿಂದ ಮಾತ್ರ ಸಮಾಸಮಾಜ ನಿರ್ಮಾಣ ಮಾಡಲು ಸಾಧ್ಯ ಎಂದು ಕೃಷಿ ಹಾಗೂ ಜಿಲ್ಲಾ ಉಸ್ತುವಾರಿ ಸಚಿವರಾದ ಎನ್ ಚಲುವರಾಯಸ್ವಾಮಿ ರವರು ತಿಳಿಸಿದರು.: [52, 240, 261, 442]
lead-column-4: [760, 475, 978, 928]
lead-column-3: [530, 475, 747, 928]
lead-column-2: [269, 238, 515, 928]
lead-column-1: [52, 238, 261, 928]
article-paragraph: ಇರಗಸಂದ್ರ ಮುನಿರಾಜ್, ಡಿಪಿಎಸ್ ನವಶಕ್ತಿ, ಚೆನ್ನಾಪುರ ರತ್ನಮ್ಮ, ಭಾಗ್ಯಮ್ಮ, ಸುಶೀಲ, ಪಾವನಿ, ವೆಂಕಟರತ್ನಮ್ಮ ಅವರ ತಂಡವು ಎಸ್ಎನ್ಆರ್ ಜಿಲ್ಲಾಸ್ಪತ್ರೆ ಆವರಣದಲ್ಲಿ ಹಿರಿಯ ಸಹಕಾರಿ ಪುಷ್ಪ ನಾರಾಯಣಸ್ವಾಮಿ ಅವರನ್ನು ಸನ್ಮಾನಿಸುವ ಜತೆಗೆ ರೋಗಿಗಳಿಗೆ ಸಿಹಿ ಊಟ ಉಣಬಡಿಸುವ ಮೂಲಕ ಬಾಬಾ ಸಾಹೇಬರ ಜಯಂತಿಗೆ ಮೆರುಗು ತಂದರು. ಜೈ ಭೀಮ್ ಜೈ ಭಾರತ್ ಸಂಘಟನೆಯಿಂದ ಖಾಸಗಿ ಬಸ್ ನಿಲ್ದಾಣದಲ್ಲಿ ನಡೆದ ಅಂಬೇಡ್ಕರ್ ಜಯಂತಿಯಲ್ಲಿ ಸಿಎಂ ಮಾಧ್ಯಮ ಸಲಹೆಗಾರ ಕೆ.ವಿ.ಪ್ರಭಾಕರ್, ನಗರಸಭೆ: [296, 2045, 520, 2247]
article-paragraph: SCP/TSP ಹಣ ಮೂರು ರಾಜ್ಯದಲ್ಲಿ ಮಾತ್ರ ಬಳಕೆಯಲ್ಲಿದ್ದು ನಮ್ಮ ಸರ್ಕಾರ ಎಲ್ಲರಿಗೂ ಸಮನ್ವಯ ನ್ಯಾಯ ನೀಡಿದೆ.ಎಲ್ಲಾ ಸಮುದಾಯಗಳು ಸ್ವಾವಲಂಬನೆಯಿಂದ ಜೀವನ ನಡೆಸುವ ನಿಟ್ಟಿನಲ್ಲಿ 5 ಗ್ಯಾರಂಟಿ: [269, 592, 515, 670]
satyamurthy-headline[interactable]: ವ್ಯಕ್ತಿಯ ದೇಹಕ್ಕೆ ಸಾವೇ ಹೊರತು ಚಿಂತನೆಗಳಿಗಲ್ಲ- ಡಾ.ಸತ್ಯಮೂರ್ತಿ ಗೂಗಿ: [791, 946, 1454, 979]
article-paragraph: ದೇಶಕ್ಕೆ ಗೌರವ ಸಲ್ಲಿಸುವುದಾದರೆ: [545, 768, 674, 783]
prabhakar-box-headline[interactable]: ಅಂಬೇಡ್ಕರ್ ವಿಶ್ವ ನಾಯಕ: ಕೆ.ವಿ.ಪ್ರಭಾಕರ್: [340, 1752, 713, 1783]
article-paragraph: ಹೋರಾಟ ಮಾಡಿದವರು ಅವರು. ಸಮಾಸಮಾಜ ನಿರ್ಮಾಣ ಮಾಡುವ ನಿಟ್ಟಿನಲ್ಲಿ ಹಾಗೂ ಜಾತೀಯತೆ ವಿರುದ್ಧ ಹೋರಾಡಿದವರು ಎಂದು ಹೇಳಿದರು.: [1251, 240, 1471, 297]
article-paragraph: ಇದೇ ಸಂದರ್ಭದಲ್ಲಿ ಸಮತಾ ಹಾಜರಿದ್ದರು.: [1042, 1705, 1214, 1721]
article-paragraph: ಸಿದ್ದರಾಮು ರಾಂಪುರ, ಅನನ್ಯ ಸುದ್ದಿಯ ಬೆಂಗಳೂರು ದಕ್ಷಿಣ ಜಿಲ್ಲಾ ವರದಿಗಾರ ಹನುಮಂತಯ್ಯ ಕೋಡಂಬಹಳ್ಳಿ ಮತ್ತು ನಗರದ ಸಾರ್ವಜನಿಕ ಆಸ್ಪತ್ರೆಯ ಸಿಬ್ಬಂದಿಗಳು ಭಾಗವಹಿಸಿ ಕಾರ್ಯಕ್ರಮದ ಯಶಸ್ವಿಗೆ ಕಾರಣರಾದರು.: [1257, 2194, 1472, 2293]
section-divider: [56, 931, 1471, 934]
article-paragraph: ನಂತರ ಮಾತನಾಡಿದ ಅವರು ಸಂವಿಧಾನವು ಎಲ್ಲಾ ವರ್ಗಗಳಿಗೂ ಸಮಾನತೆ ಹಾಗೂ ಸ್ವಾತಂತ್ರ್ಯದ ಹಕ್ಕು ನೀಡಿದೆ. ಅದು ಡಾ.ಬಿ. ಆರ್.ಅಂಬೇಡ್ಕರ ರವರು ಬರೆದಿರುವ ಸಂವಿಧಾನದಿಂದ: [52, 613, 261, 691]
article-paragraph: ಬಾಬಾ ಸಾಹೇಬರು ವಿಶ್ವ ನಾಯಕರು ಅವರು ಅವರ ತತ್ವ ಆದರ್ಶಗಳನ್ನು ಅಳವಡಿಸಿಕೊಳ್ಳಬೇಕು. ಯುವಜನತೆಯೂ ಶಿಕ್ಷಣ ಮುಖ್ಯವಾಗಿ ಪಡೆಯಬೇಕು ಶಿಕ್ಷಣದಿಂದ ಮಾತ್ರ ಸಮಾಸಮಾಜ ನಿರ್ಮಾಣ ಮಾಡಲು ಸಾಧ್ಯ ಎಂದು ತಿಳಿಸಿದರು.: [1251, 302, 1471, 400]
photo-banner-text-2: ಭಾರತ ರತ್ನ ಸಂವಿಧಾನ ಶಿಲ್ಪಿ, ವಿಶ್ವಜ್ಞಾನಿ: [883, 255, 1034, 270]
article-paragraph: ಕಾರ್ಯಕ್ರಮಕ್ಕೆ ಬರುವವರು ಬುಧವಾರ ಬೆಳಗ್ಗೆ 6 ಗಂಟೆಗೆ, ಬಸ್ಸು ಹೊರಡುವುದಕ್ಕೂ ಮುಂಚೆ ಸಿದ್ದರಾಗಿ ಮುನಿಸಿಪಾಲ್ ಗ್ರೌಂಡ್ ಬಳಿ ಬರಬೇಕು ಎಂದು ಅವರು ಮನವಿ ಮಾಡಿದರು.: [534, 1161, 758, 1239]
section-divider: [56, 1452, 762, 1454]
